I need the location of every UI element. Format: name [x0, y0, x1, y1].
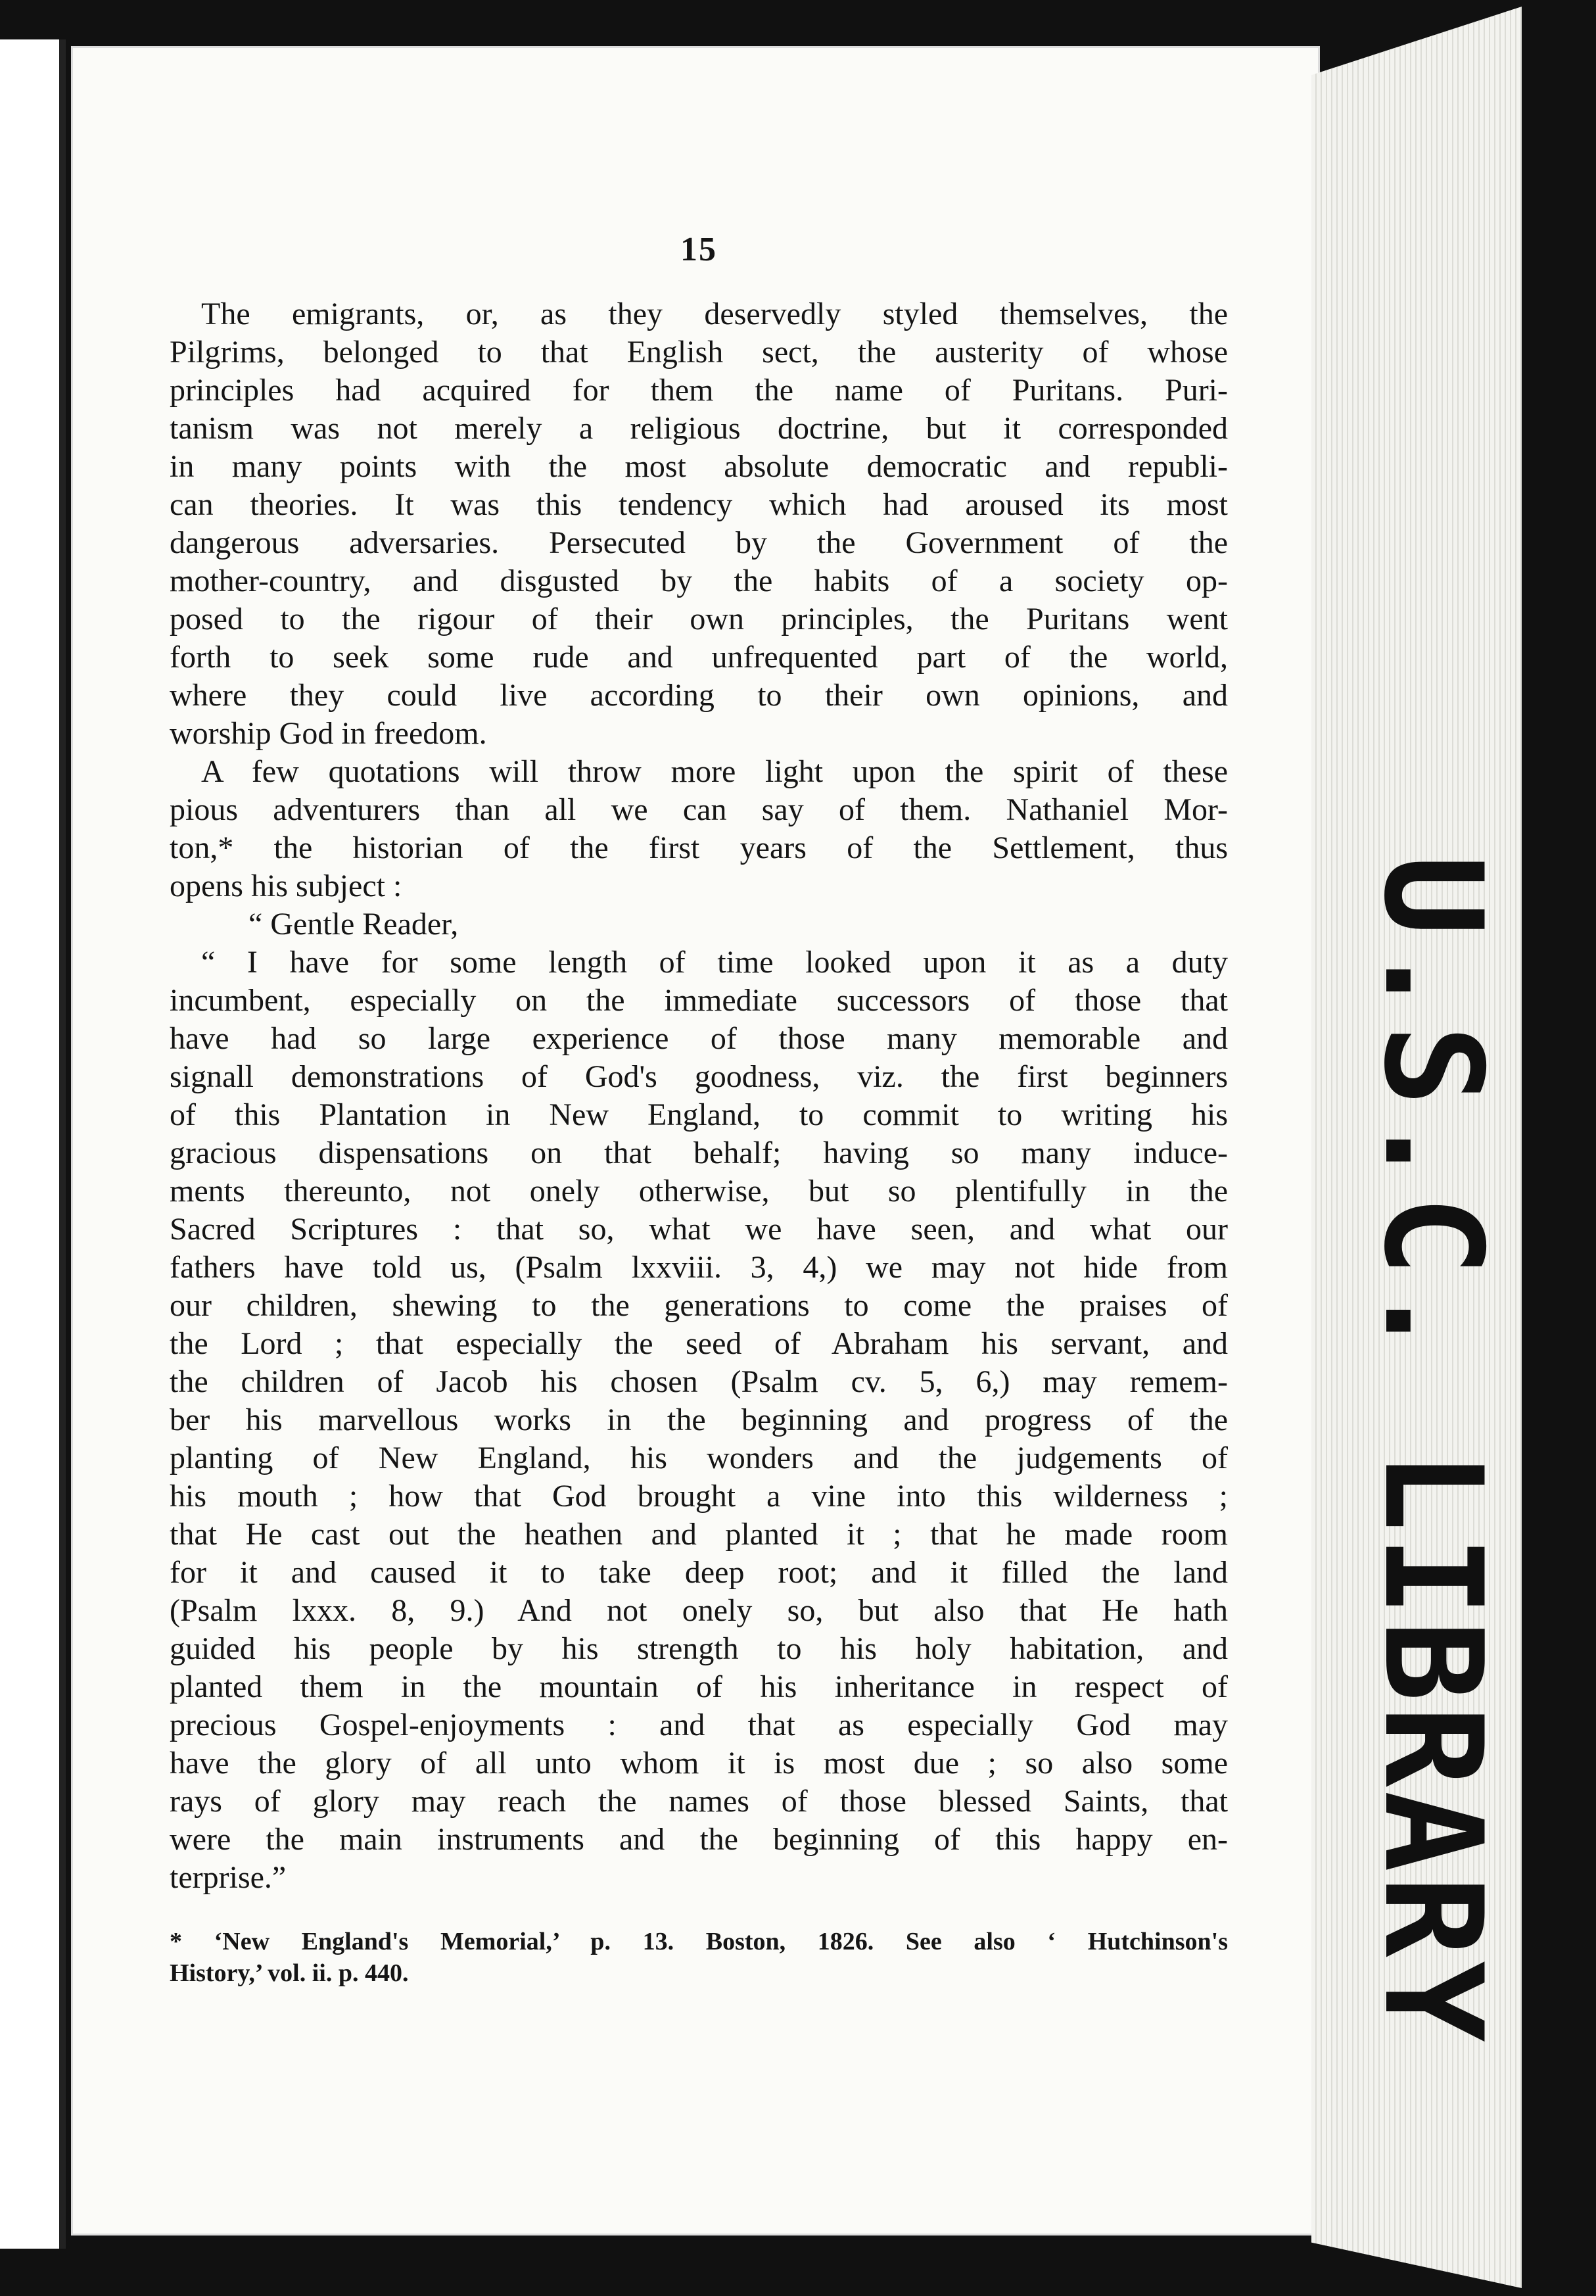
text-line: Pilgrims, belonged to that English sect, the austerity of whose [170, 335, 1228, 370]
text-line: can theories. It was this tendency which had aroused its most [170, 487, 1228, 522]
text-line: have the glory of all unto whom it is most due ; so also some [170, 1746, 1228, 1781]
text-line: his mouth ; how that God brought a vine into this wilderness ; [170, 1479, 1228, 1514]
text-line: the Lord ; that especially the seed of Abraham his servant, and [170, 1326, 1228, 1361]
text-line: have had so large experience of those many memorable and [170, 1021, 1228, 1056]
text-line: dangerous adversaries. Persecuted by the Government of the [170, 525, 1228, 560]
book-page [71, 46, 1320, 2236]
text-line: were the main instruments and the beginning of this happy en- [170, 1822, 1228, 1857]
text-line: in many points with the most absolute democratic and republi- [170, 449, 1228, 484]
text-line: principles had acquired for them the name of Puritans. Puri- [170, 373, 1228, 408]
text-line: The emigrants, or, as they deservedly styled themselves, the [201, 297, 1228, 331]
text-line: where they could live according to their own opinions, and [170, 678, 1228, 713]
text-line: ber his marvellous works in the beginning and progress of the [170, 1402, 1228, 1437]
page-text-block [170, 230, 1228, 1989]
text-line: “ I have for some length of time looked upon it as a duty [201, 945, 1228, 980]
paragraph-emigrants [170, 295, 1228, 753]
text-line: forth to seek some rude and unfrequented part of the world, [170, 640, 1228, 675]
text-line: gracious dispensations on that behalf; having so many induce- [170, 1136, 1228, 1170]
text-line: planted them in the mountain of his inheritance in respect of [170, 1669, 1228, 1704]
salutation: “ Gentle Reader, [248, 907, 459, 942]
text-line: terprise.” [170, 1860, 287, 1895]
text-line: rays of glory may reach the names of those blessed Saints, that [170, 1784, 1228, 1819]
text-line: precious Gospel-enjoyments : and that as especially God may [170, 1708, 1228, 1742]
text-line: fathers have told us, (Psalm lxxviii. 3, 4,) we may not hide from [170, 1250, 1228, 1285]
text-line: posed to the rigour of their own principles, the Puritans went [170, 602, 1228, 636]
text-line: worship God in freedom. [170, 716, 487, 751]
text-line: guided his people by his strength to his holy habitation, and [170, 1631, 1228, 1666]
page-number: 15 [680, 231, 717, 268]
text-line: A few quotations will throw more light upon the spirit of these [201, 754, 1228, 789]
quoted-passage [170, 944, 1228, 1897]
text-line: our children, shewing to the generations to come the praises of [170, 1288, 1228, 1323]
footnote [170, 1926, 1228, 1989]
footnote-line: History,’ vol. ii. p. 440. [170, 1959, 409, 1987]
text-line: incumbent, especially on the immediate successors of those that [170, 983, 1228, 1018]
text-line: Sacred Scriptures : that so, what we have seen, and what our [170, 1212, 1228, 1247]
text-line: signall demonstrations of God's goodness, viz. the first beginners [170, 1059, 1228, 1094]
previous-page-edge [0, 39, 66, 2249]
text-line: mother-country, and disgusted by the habits of a society op- [170, 563, 1228, 598]
text-line: that He cast out the heathen and planted it ; that he made room [170, 1517, 1228, 1552]
footnote-line: * ‘New England's Memorial,’ p. 13. Boston, 1826. See also ‘ Hutchinson's [170, 1928, 1228, 1955]
text-line: ton,* the historian of the first years of the Settlement, thus [170, 830, 1228, 865]
text-line: (Psalm lxxx. 8, 9.) And not onely so, but also that He hath [170, 1593, 1228, 1628]
text-line: the children of Jacob his chosen (Psalm cv. 5, 6,) may remem- [170, 1364, 1228, 1399]
paragraph-quotations [170, 753, 1228, 905]
text-line: for it and caused it to take deep root; and it filled the land [170, 1555, 1228, 1590]
library-stamp: U.S.C. LIBRARY [1354, 855, 1511, 2046]
text-line: pious adventurers than all we can say of them. Nathaniel Mor- [170, 792, 1228, 827]
text-line: tanism was not merely a religious doctrine, but it corresponded [170, 411, 1228, 446]
text-line: ments thereunto, not onely otherwise, but so plentifully in the [170, 1174, 1228, 1208]
text-line: of this Plantation in New England, to commit to writing his [170, 1097, 1228, 1132]
text-line: opens his subject : [170, 869, 402, 903]
text-line: planting of New England, his wonders and the judgements of [170, 1441, 1228, 1475]
